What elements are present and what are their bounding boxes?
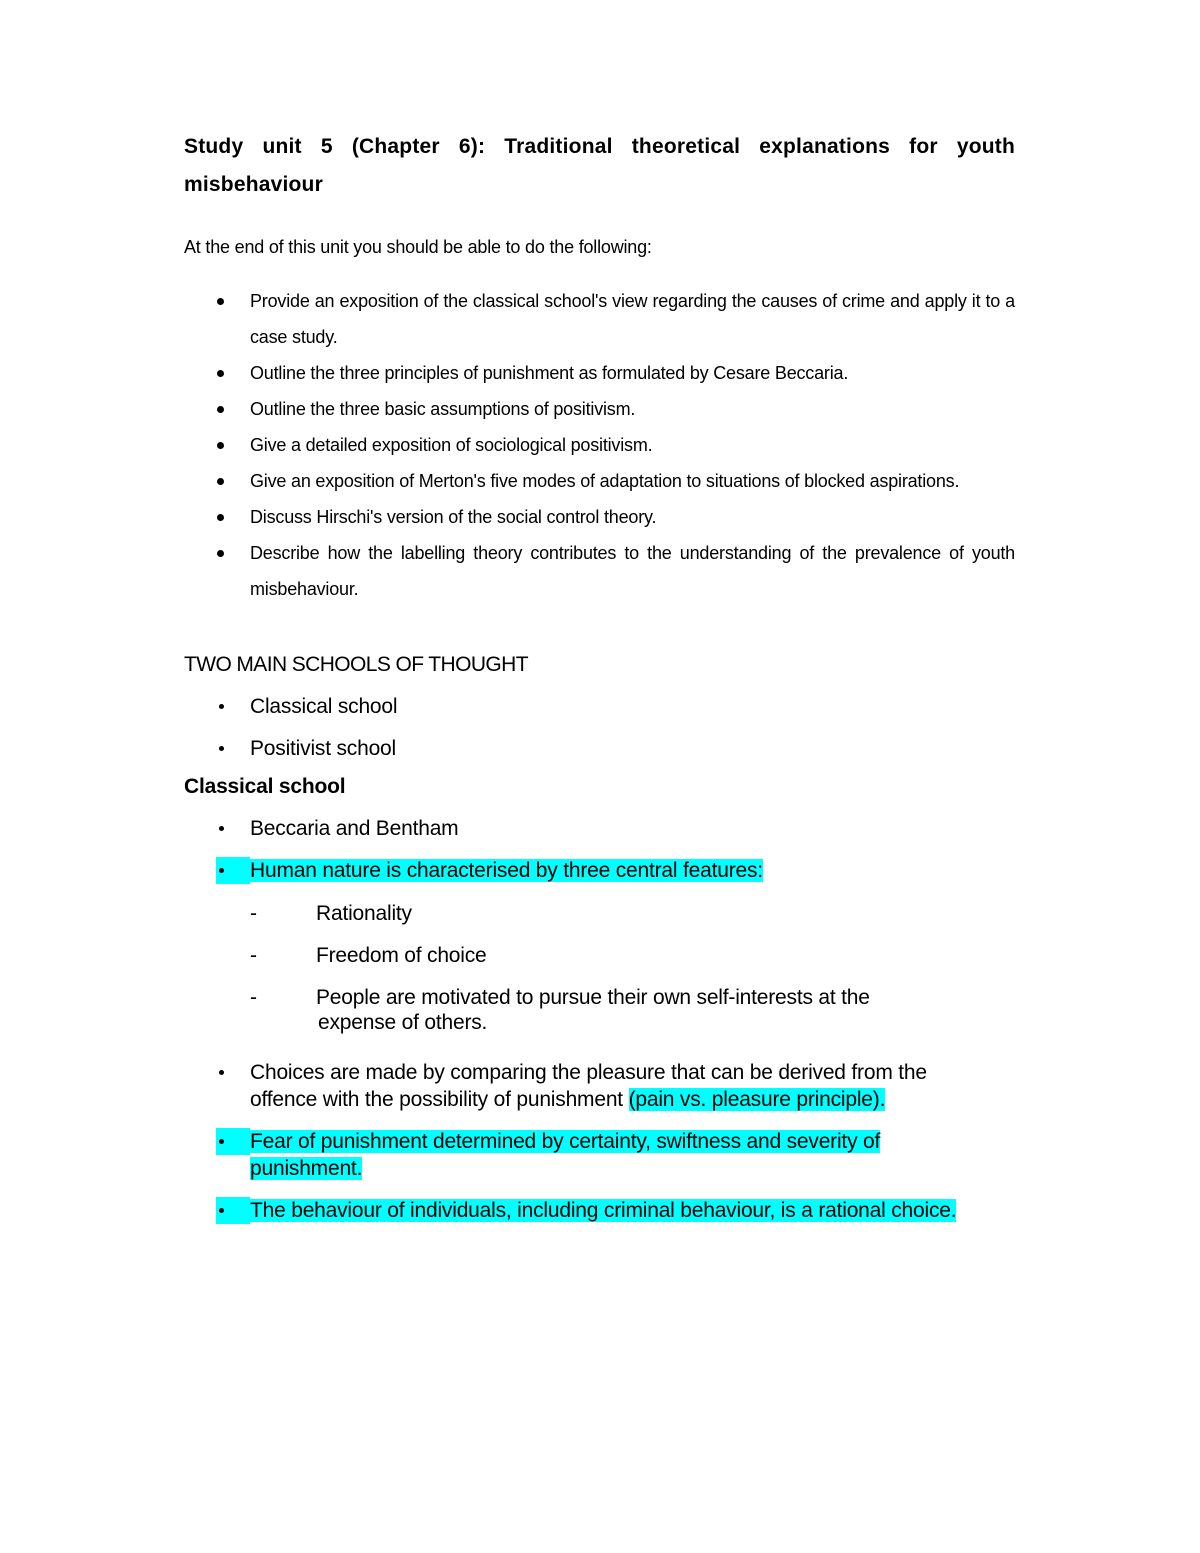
document-page	[184, 128, 1015, 1224]
bullet-icon	[217, 370, 224, 377]
list-item: - Freedom of choice	[250, 944, 487, 967]
list-item-highlighted: The behaviour of individuals, including criminal behaviour, is a rational choice.	[184, 1197, 1015, 1224]
document-title: Study unit 5 (Chapter 6): Traditional theoretical explanations for youth misbehaviour	[184, 135, 1015, 196]
bullet-icon	[217, 442, 224, 449]
classical-list-continued	[184, 1059, 1015, 1224]
features-list	[184, 901, 1015, 1035]
bullet-icon	[219, 746, 224, 751]
list-item: Describe how the labelling theory contributes to the understanding of the prevalence of youth misbehaviour.	[184, 535, 1015, 607]
dash-icon: -	[250, 902, 257, 925]
bullet-icon	[217, 298, 224, 305]
bullet-icon	[219, 868, 224, 873]
list-item: Discuss Hirschi's version of the social control theory.	[184, 499, 1015, 535]
bullet-icon	[217, 514, 224, 521]
list-item: Choices are made by comparing the pleasure that can be derived from the offence with the possibility of punishment (pain vs. pleasure principle).	[184, 1059, 1015, 1113]
list-item: Outline the three principles of punishment as formulated by Cesare Beccaria.	[184, 355, 1015, 391]
classical-list	[184, 815, 1015, 884]
bullet-icon	[219, 1139, 224, 1144]
objectives-list	[184, 283, 1015, 607]
list-item: Outline the three basic assumptions of positivism.	[184, 391, 1015, 427]
classical-heading: Classical school	[184, 775, 346, 798]
bullet-icon	[219, 1208, 224, 1213]
bullet-icon	[217, 550, 224, 557]
dash-icon: -	[250, 986, 257, 1009]
list-item: Give an exposition of Merton's five modes of adaptation to situations of blocked aspirations.	[184, 463, 1015, 499]
bullet-icon	[217, 478, 224, 485]
bullet-icon	[219, 1070, 224, 1075]
bullet-icon	[219, 704, 224, 709]
list-item-highlighted: Fear of punishment determined by certainty, swiftness and severity of punishment.	[184, 1128, 1015, 1182]
bullet-icon	[217, 406, 224, 413]
schools-heading: TWO MAIN SCHOOLS OF THOUGHT	[184, 653, 528, 676]
list-item: Provide an exposition of the classical school's view regarding the causes of crime and apply it to a case study.	[184, 283, 1015, 355]
schools-list	[184, 693, 1015, 762]
list-item: - People are motivated to pursue their own self-interests at the expense of others.	[250, 986, 870, 1034]
list-item: Give a detailed exposition of sociological positivism.	[184, 427, 1015, 463]
list-item: Beccaria and Bentham	[184, 815, 1015, 842]
dash-icon: -	[250, 944, 257, 967]
list-item: - Rationality	[250, 902, 412, 925]
intro-text: At the end of this unit you should be able to do the following:	[184, 237, 652, 257]
list-item: Classical school	[184, 693, 1015, 720]
bullet-icon	[219, 826, 224, 831]
list-item-highlighted: Human nature is characterised by three central features:	[184, 857, 1015, 884]
list-item: Positivist school	[184, 735, 1015, 762]
